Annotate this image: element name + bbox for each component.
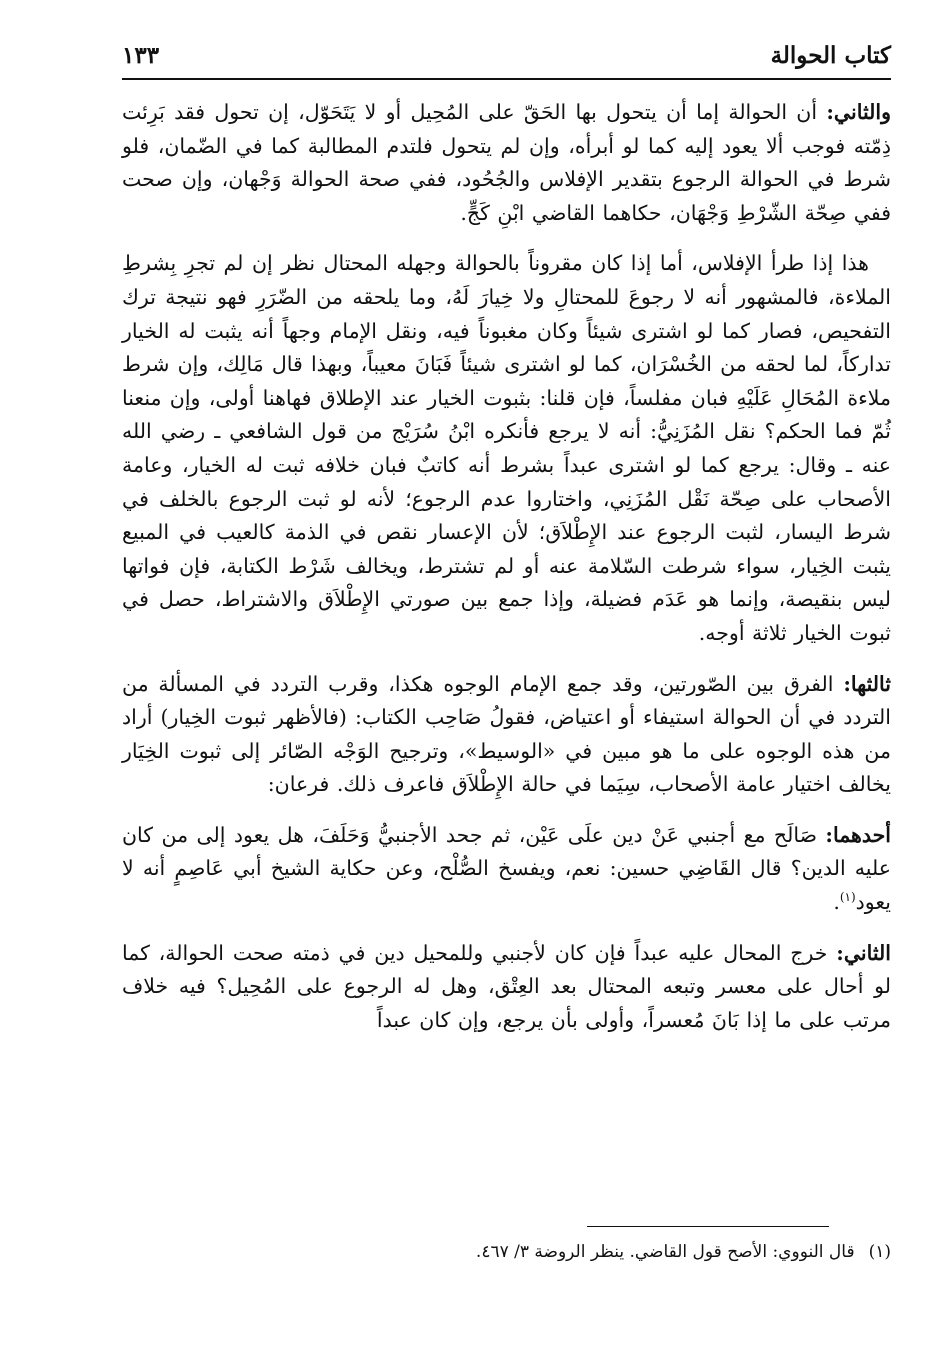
footnote	[122, 1238, 891, 1266]
paragraph-text: هذا إذا طرأ الإفلاس، أما إذا كان مقروناً بالحوالة وجهله المحتال نظر إن لم تجرِ بِشرطِ الملاءة، فالمشهور أنه لا رجوعَ للمحتالِ ولا خِيارَ لَهُ، وما يلحقه من الضّرَرِ فهو نتيجة ترك التفحيص، فصار كما لو اشترى شيئاً وكان مغبوناً فيه، ونقل الإمام وجهاً أنه يثبت له الخيار تداركاً، لما لحقه من الخُسْرَان، كما لو اشترى شيئاً فَبَانَ معيباً، وبهذا قال مَالِك، وإن شرط ملاءة المُحَالِ عَلَيْهِ فبان مفلساً، فإن قلنا: بثبوت الخيار عند الإطلاق فهاهنا أولى، وإن منعنا ثُمّ فما الحكم؟ نقل المُزَنِيُّ: أنه لا يرجع فأنكره ابْنُ سُرَيْج من قول الشافعي ـ رضي الله عنه ـ وقال: يرجع كما لو اشترى عبداً بشرط أنه كاتبٌ فبان خلافه ثبت له الخيار، وعامة الأصحاب على صِحّة نَقْل المُزَنِي، واختاروا عدم الرجوع؛ لأنه لو ثبت الرجوع بالخلف في شرط اليسار، لثبت الرجوع عند الإِطْلاَق؛ لأن الإعسار نقص في الذمة كالعيب في المبيع يثبت الخِيار، سواء شرطت السّلامة عنه أو لم تشترط، ويخالف شَرْط الكتابة، فإن فواتها ليس بنقيصة، وإنما هو عَدَم فضيلة، وإذا جمع بين صورتي الإِطْلاَق والاشتراط، حصل في ثبوت الخيار ثلاثة أوجه.	[122, 251, 891, 645]
paragraph-lead: أحدهما:	[825, 822, 891, 847]
running-header	[122, 38, 891, 80]
paragraph-text: أن الحوالة إما أن يتحول بها الحَقّ على المُحِيل أو لا يَتَحَوّل، إن تحول فقد بَرِئت ذِمّته فوجب ألا يعود إليه كما لو أبرأه، وإن لم يتحول فلتدم المطالبة كما في الضّمان، فلو شرط في الحوالة الرجوع بتقدير الإفلاس والجُحُود، ففي صحة الحوالة وَجْهان، وإن صحت ففي صِحّة الشّرْطِ وَجْهَان، حكاهما القاضي ابْنِ كَجٍّ.	[122, 100, 891, 225]
page-number: ١٣٣	[122, 42, 160, 69]
paragraph-text: الفرق بين الصّورتين، وقد جمع الإمام الوجوه هكذا، وقرب التردد في المسألة من التردد في أن الحوالة استيفاء أو اعتياض، فقولُ صَاحِب الكتاب: (فالأظهر ثبوت الخِيار) أراد من هذه الوجوه على ما هو مبين في «الوسيط»، وترجيح الوَجْه الصّائر إلى ثبوت الخِيَار يخالف اختيار عامة الأصحاب، سِيَما في حالة الإِطْلاَق فاعرف ذلك. فرعان:	[122, 671, 891, 797]
paragraph-second-branch	[122, 937, 891, 1038]
footnote-number: (١)	[868, 1242, 891, 1262]
paragraph-first-branch	[122, 819, 891, 920]
chapter-title: كتاب الحوالة	[770, 42, 891, 69]
paragraph-iflas	[122, 247, 891, 650]
paragraph-lead: ثالثها:	[843, 671, 891, 696]
paragraph-tail: .	[833, 890, 840, 915]
paragraph-second	[122, 96, 891, 230]
footnote-reference[interactable]: (١)	[839, 890, 856, 905]
footnote-text: قال النووي: الأصح قول القاضي. ينظر الروضة ٣/ ٤٦٧.	[475, 1242, 855, 1262]
main-text	[122, 96, 891, 1054]
footnote-divider	[587, 1226, 829, 1227]
paragraph-text: خرج المحال عليه عبداً فإن كان لأجنبي وللمحيل دين في ذمته صحت الحوالة، كما لو أحال على معسر وتبعه المحتال بعد العِتْق، وهل له الرجوع على المُحِيل؟ فيه خلاف مرتب على ما إذا بَانَ مُعسراً، وأولى بأن يرجع، وإن كان عبداً	[122, 940, 891, 1032]
paragraph-lead: الثاني:	[836, 940, 891, 965]
paragraph-third	[122, 668, 891, 802]
paragraph-text: صَالَح مع أجنبي عَنْ دين علَى عَيْن، ثم جحد الأجنبيُّ وَحَلَفَ، هل يعود إلى من كان عليه الدين؟ قال القَاضِي حسين: نعم، ويفسخ الصُّلْح، وعن حكاية الشيخ أبي عَاصِمٍ أنه لا يعود	[122, 822, 891, 915]
paragraph-lead: والثاني:	[826, 100, 891, 124]
